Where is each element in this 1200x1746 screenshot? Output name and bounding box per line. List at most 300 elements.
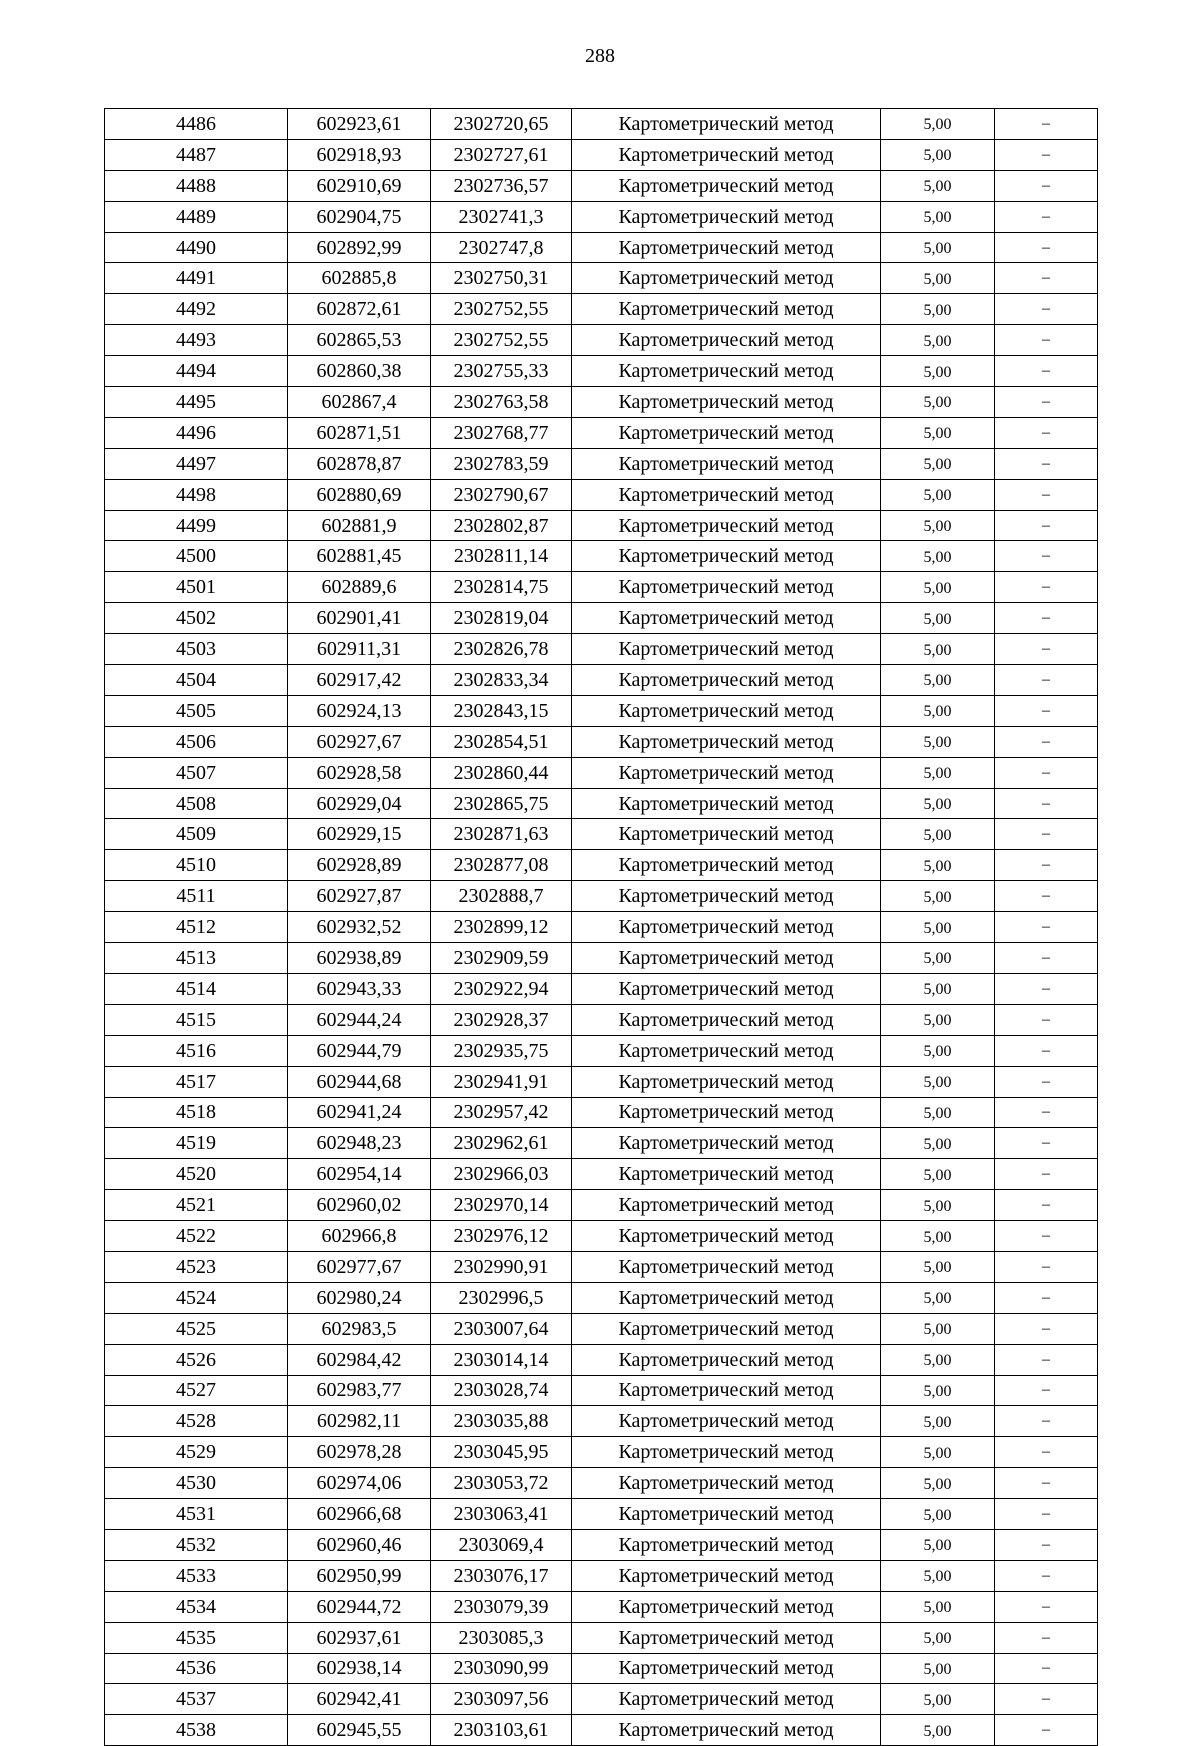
description-cell: – — [995, 912, 1098, 943]
description-cell: – — [995, 1375, 1098, 1406]
table-row — [105, 1437, 1098, 1468]
point-number-cell: 4529 — [105, 1437, 288, 1468]
point-number-cell: 4521 — [105, 1190, 288, 1221]
description-cell: – — [995, 1591, 1098, 1622]
method-cell: Картометрический метод — [572, 1406, 881, 1437]
description-cell: – — [995, 1344, 1098, 1375]
table-row — [105, 448, 1098, 479]
y-coordinate-cell: 2302826,78 — [431, 634, 572, 665]
description-cell: – — [995, 1529, 1098, 1560]
method-cell: Картометрический метод — [572, 139, 881, 170]
table-row — [105, 603, 1098, 634]
x-coordinate-cell: 602974,06 — [288, 1468, 431, 1499]
x-coordinate-cell: 602871,51 — [288, 417, 431, 448]
table-row — [105, 572, 1098, 603]
point-number-cell: 4515 — [105, 1004, 288, 1035]
accuracy-cell: 5,00 — [881, 1715, 995, 1746]
method-cell: Картометрический метод — [572, 665, 881, 696]
method-cell: Картометрический метод — [572, 1622, 881, 1653]
point-number-cell: 4505 — [105, 695, 288, 726]
method-cell: Картометрический метод — [572, 232, 881, 263]
table-row — [105, 1499, 1098, 1530]
x-coordinate-cell: 602944,79 — [288, 1035, 431, 1066]
accuracy-cell: 5,00 — [881, 1221, 995, 1252]
x-coordinate-cell: 602881,45 — [288, 541, 431, 572]
accuracy-cell: 5,00 — [881, 572, 995, 603]
method-cell: Картометрический метод — [572, 819, 881, 850]
y-coordinate-cell: 2302871,63 — [431, 819, 572, 850]
x-coordinate-cell: 602982,11 — [288, 1406, 431, 1437]
x-coordinate-cell: 602960,02 — [288, 1190, 431, 1221]
method-cell: Картометрический метод — [572, 201, 881, 232]
method-cell: Картометрический метод — [572, 1591, 881, 1622]
y-coordinate-cell: 2303069,4 — [431, 1529, 572, 1560]
accuracy-cell: 5,00 — [881, 1282, 995, 1313]
point-number-cell: 4518 — [105, 1097, 288, 1128]
table-row — [105, 1344, 1098, 1375]
table-row — [105, 1004, 1098, 1035]
accuracy-cell: 5,00 — [881, 387, 995, 418]
table-row — [105, 263, 1098, 294]
table-row — [105, 1097, 1098, 1128]
accuracy-cell: 5,00 — [881, 1468, 995, 1499]
x-coordinate-cell: 602938,14 — [288, 1653, 431, 1684]
description-cell: – — [995, 1437, 1098, 1468]
page-number: 288 — [585, 45, 615, 67]
x-coordinate-cell: 602927,67 — [288, 726, 431, 757]
point-number-cell: 4498 — [105, 479, 288, 510]
x-coordinate-cell: 602889,6 — [288, 572, 431, 603]
x-coordinate-cell: 602881,9 — [288, 510, 431, 541]
y-coordinate-cell: 2302877,08 — [431, 850, 572, 881]
description-cell: – — [995, 1128, 1098, 1159]
table-row — [105, 881, 1098, 912]
table-row — [105, 1560, 1098, 1591]
x-coordinate-cell: 602980,24 — [288, 1282, 431, 1313]
y-coordinate-cell: 2302741,3 — [431, 201, 572, 232]
x-coordinate-cell: 602945,55 — [288, 1715, 431, 1746]
y-coordinate-cell: 2302957,42 — [431, 1097, 572, 1128]
x-coordinate-cell: 602901,41 — [288, 603, 431, 634]
table-row — [105, 1251, 1098, 1282]
method-cell: Картометрический метод — [572, 1468, 881, 1499]
y-coordinate-cell: 2302720,65 — [431, 109, 572, 140]
accuracy-cell: 5,00 — [881, 1499, 995, 1530]
accuracy-cell: 5,00 — [881, 170, 995, 201]
point-number-cell: 4500 — [105, 541, 288, 572]
table-row — [105, 139, 1098, 170]
table-row — [105, 943, 1098, 974]
y-coordinate-cell: 2302747,8 — [431, 232, 572, 263]
method-cell: Картометрический метод — [572, 1159, 881, 1190]
table-row — [105, 695, 1098, 726]
description-cell: – — [995, 139, 1098, 170]
accuracy-cell: 5,00 — [881, 1560, 995, 1591]
point-number-cell: 4512 — [105, 912, 288, 943]
y-coordinate-cell: 2302909,59 — [431, 943, 572, 974]
y-coordinate-cell: 2302996,5 — [431, 1282, 572, 1313]
point-number-cell: 4486 — [105, 109, 288, 140]
method-cell: Картометрический метод — [572, 1684, 881, 1715]
x-coordinate-cell: 602928,89 — [288, 850, 431, 881]
accuracy-cell: 5,00 — [881, 1591, 995, 1622]
y-coordinate-cell: 2302783,59 — [431, 448, 572, 479]
y-coordinate-cell: 2302865,75 — [431, 788, 572, 819]
table-row — [105, 788, 1098, 819]
point-number-cell: 4537 — [105, 1684, 288, 1715]
method-cell: Картометрический метод — [572, 634, 881, 665]
method-cell: Картометрический метод — [572, 1499, 881, 1530]
accuracy-cell: 5,00 — [881, 943, 995, 974]
accuracy-cell: 5,00 — [881, 603, 995, 634]
point-number-cell: 4508 — [105, 788, 288, 819]
x-coordinate-cell: 602938,89 — [288, 943, 431, 974]
method-cell: Картометрический метод — [572, 1004, 881, 1035]
y-coordinate-cell: 2302752,55 — [431, 294, 572, 325]
point-number-cell: 4510 — [105, 850, 288, 881]
x-coordinate-cell: 602927,87 — [288, 881, 431, 912]
table-row — [105, 912, 1098, 943]
description-cell: – — [995, 757, 1098, 788]
y-coordinate-cell: 2303035,88 — [431, 1406, 572, 1437]
method-cell: Картометрический метод — [572, 325, 881, 356]
table-row — [105, 1066, 1098, 1097]
description-cell: – — [995, 1190, 1098, 1221]
y-coordinate-cell: 2303014,14 — [431, 1344, 572, 1375]
accuracy-cell: 5,00 — [881, 1035, 995, 1066]
y-coordinate-cell: 2302843,15 — [431, 695, 572, 726]
accuracy-cell: 5,00 — [881, 1375, 995, 1406]
description-cell: – — [995, 1282, 1098, 1313]
table-row — [105, 726, 1098, 757]
accuracy-cell: 5,00 — [881, 1190, 995, 1221]
method-cell: Картометрический метод — [572, 1313, 881, 1344]
x-coordinate-cell: 602948,23 — [288, 1128, 431, 1159]
x-coordinate-cell: 602860,38 — [288, 356, 431, 387]
method-cell: Картометрический метод — [572, 109, 881, 140]
accuracy-cell: 5,00 — [881, 850, 995, 881]
description-cell: – — [995, 973, 1098, 1004]
y-coordinate-cell: 2302752,55 — [431, 325, 572, 356]
coordinates-table — [104, 108, 1098, 1746]
description-cell: – — [995, 510, 1098, 541]
description-cell: – — [995, 572, 1098, 603]
accuracy-cell: 5,00 — [881, 479, 995, 510]
y-coordinate-cell: 2303028,74 — [431, 1375, 572, 1406]
method-cell: Картометрический метод — [572, 1190, 881, 1221]
method-cell: Картометрический метод — [572, 726, 881, 757]
point-number-cell: 4509 — [105, 819, 288, 850]
accuracy-cell: 5,00 — [881, 912, 995, 943]
y-coordinate-cell: 2302854,51 — [431, 726, 572, 757]
accuracy-cell: 5,00 — [881, 1529, 995, 1560]
description-cell: – — [995, 109, 1098, 140]
point-number-cell: 4499 — [105, 510, 288, 541]
point-number-cell: 4525 — [105, 1313, 288, 1344]
description-cell: – — [995, 1560, 1098, 1591]
method-cell: Картометрический метод — [572, 1560, 881, 1591]
x-coordinate-cell: 602880,69 — [288, 479, 431, 510]
description-cell: – — [995, 881, 1098, 912]
y-coordinate-cell: 2302763,58 — [431, 387, 572, 418]
x-coordinate-cell: 602892,99 — [288, 232, 431, 263]
x-coordinate-cell: 602878,87 — [288, 448, 431, 479]
description-cell: – — [995, 541, 1098, 572]
point-number-cell: 4530 — [105, 1468, 288, 1499]
description-cell: – — [995, 1251, 1098, 1282]
method-cell: Картометрический метод — [572, 850, 881, 881]
y-coordinate-cell: 2302888,7 — [431, 881, 572, 912]
y-coordinate-cell: 2302860,44 — [431, 757, 572, 788]
table-row — [105, 541, 1098, 572]
description-cell: – — [995, 788, 1098, 819]
table-row — [105, 634, 1098, 665]
table-row — [105, 973, 1098, 1004]
description-cell: – — [995, 1684, 1098, 1715]
accuracy-cell: 5,00 — [881, 1437, 995, 1468]
method-cell: Картометрический метод — [572, 1251, 881, 1282]
table-row — [105, 1128, 1098, 1159]
accuracy-cell: 5,00 — [881, 541, 995, 572]
table-row — [105, 1529, 1098, 1560]
description-cell: – — [995, 448, 1098, 479]
y-coordinate-cell: 2302768,77 — [431, 417, 572, 448]
table-row — [105, 325, 1098, 356]
accuracy-cell: 5,00 — [881, 881, 995, 912]
point-number-cell: 4497 — [105, 448, 288, 479]
method-cell: Картометрический метод — [572, 356, 881, 387]
y-coordinate-cell: 2302755,33 — [431, 356, 572, 387]
y-coordinate-cell: 2302928,37 — [431, 1004, 572, 1035]
y-coordinate-cell: 2302976,12 — [431, 1221, 572, 1252]
description-cell: – — [995, 1159, 1098, 1190]
x-coordinate-cell: 602984,42 — [288, 1344, 431, 1375]
accuracy-cell: 5,00 — [881, 1684, 995, 1715]
accuracy-cell: 5,00 — [881, 819, 995, 850]
accuracy-cell: 5,00 — [881, 448, 995, 479]
point-number-cell: 4495 — [105, 387, 288, 418]
y-coordinate-cell: 2302941,91 — [431, 1066, 572, 1097]
table-row — [105, 356, 1098, 387]
method-cell: Картометрический метод — [572, 294, 881, 325]
y-coordinate-cell: 2303103,61 — [431, 1715, 572, 1746]
point-number-cell: 4491 — [105, 263, 288, 294]
y-coordinate-cell: 2302802,87 — [431, 510, 572, 541]
point-number-cell: 4535 — [105, 1622, 288, 1653]
accuracy-cell: 5,00 — [881, 294, 995, 325]
method-cell: Картометрический метод — [572, 973, 881, 1004]
method-cell: Картометрический метод — [572, 1282, 881, 1313]
point-number-cell: 4527 — [105, 1375, 288, 1406]
table-row — [105, 1035, 1098, 1066]
description-cell: – — [995, 1004, 1098, 1035]
method-cell: Картометрический метод — [572, 479, 881, 510]
description-cell: – — [995, 1035, 1098, 1066]
method-cell: Картометрический метод — [572, 943, 881, 974]
point-number-cell: 4504 — [105, 665, 288, 696]
y-coordinate-cell: 2302750,31 — [431, 263, 572, 294]
x-coordinate-cell: 602983,5 — [288, 1313, 431, 1344]
y-coordinate-cell: 2302811,14 — [431, 541, 572, 572]
description-cell: – — [995, 634, 1098, 665]
description-cell: – — [995, 1622, 1098, 1653]
method-cell: Картометрический метод — [572, 170, 881, 201]
x-coordinate-cell: 602942,41 — [288, 1684, 431, 1715]
x-coordinate-cell: 602966,8 — [288, 1221, 431, 1252]
description-cell: – — [995, 294, 1098, 325]
accuracy-cell: 5,00 — [881, 634, 995, 665]
accuracy-cell: 5,00 — [881, 356, 995, 387]
table-row — [105, 1375, 1098, 1406]
x-coordinate-cell: 602941,24 — [288, 1097, 431, 1128]
method-cell: Картометрический метод — [572, 1529, 881, 1560]
table-row — [105, 1653, 1098, 1684]
description-cell: – — [995, 603, 1098, 634]
x-coordinate-cell: 602932,52 — [288, 912, 431, 943]
accuracy-cell: 5,00 — [881, 757, 995, 788]
coordinates-table-body — [105, 109, 1098, 1746]
table-row — [105, 479, 1098, 510]
x-coordinate-cell: 602924,13 — [288, 695, 431, 726]
description-cell: – — [995, 201, 1098, 232]
point-number-cell: 4536 — [105, 1653, 288, 1684]
table-row — [105, 510, 1098, 541]
y-coordinate-cell: 2302819,04 — [431, 603, 572, 634]
accuracy-cell: 5,00 — [881, 139, 995, 170]
accuracy-cell: 5,00 — [881, 1097, 995, 1128]
accuracy-cell: 5,00 — [881, 1622, 995, 1653]
x-coordinate-cell: 602944,68 — [288, 1066, 431, 1097]
description-cell: – — [995, 1406, 1098, 1437]
point-number-cell: 4506 — [105, 726, 288, 757]
accuracy-cell: 5,00 — [881, 665, 995, 696]
x-coordinate-cell: 602944,72 — [288, 1591, 431, 1622]
description-cell: – — [995, 850, 1098, 881]
description-cell: – — [995, 1097, 1098, 1128]
description-cell: – — [995, 417, 1098, 448]
description-cell: – — [995, 819, 1098, 850]
table-row — [105, 294, 1098, 325]
point-number-cell: 4520 — [105, 1159, 288, 1190]
x-coordinate-cell: 602904,75 — [288, 201, 431, 232]
y-coordinate-cell: 2302966,03 — [431, 1159, 572, 1190]
x-coordinate-cell: 602917,42 — [288, 665, 431, 696]
accuracy-cell: 5,00 — [881, 510, 995, 541]
method-cell: Картометрический метод — [572, 1715, 881, 1746]
x-coordinate-cell: 602867,4 — [288, 387, 431, 418]
point-number-cell: 4524 — [105, 1282, 288, 1313]
x-coordinate-cell: 602960,46 — [288, 1529, 431, 1560]
point-number-cell: 4490 — [105, 232, 288, 263]
point-number-cell: 4514 — [105, 973, 288, 1004]
method-cell: Картометрический метод — [572, 510, 881, 541]
description-cell: – — [995, 1066, 1098, 1097]
description-cell: – — [995, 1313, 1098, 1344]
method-cell: Картометрический метод — [572, 448, 881, 479]
point-number-cell: 4489 — [105, 201, 288, 232]
x-coordinate-cell: 602950,99 — [288, 1560, 431, 1591]
table-row — [105, 201, 1098, 232]
description-cell: – — [995, 1715, 1098, 1746]
point-number-cell: 4534 — [105, 1591, 288, 1622]
y-coordinate-cell: 2303090,99 — [431, 1653, 572, 1684]
point-number-cell: 4496 — [105, 417, 288, 448]
y-coordinate-cell: 2302990,91 — [431, 1251, 572, 1282]
table-row — [105, 109, 1098, 140]
point-number-cell: 4503 — [105, 634, 288, 665]
x-coordinate-cell: 602923,61 — [288, 109, 431, 140]
y-coordinate-cell: 2303076,17 — [431, 1560, 572, 1591]
point-number-cell: 4517 — [105, 1066, 288, 1097]
description-cell: – — [995, 1653, 1098, 1684]
table-row — [105, 170, 1098, 201]
point-number-cell: 4488 — [105, 170, 288, 201]
point-number-cell: 4507 — [105, 757, 288, 788]
accuracy-cell: 5,00 — [881, 263, 995, 294]
accuracy-cell: 5,00 — [881, 1004, 995, 1035]
accuracy-cell: 5,00 — [881, 1159, 995, 1190]
table-row — [105, 1622, 1098, 1653]
y-coordinate-cell: 2302790,67 — [431, 479, 572, 510]
point-number-cell: 4502 — [105, 603, 288, 634]
method-cell: Картометрический метод — [572, 695, 881, 726]
description-cell: – — [995, 479, 1098, 510]
point-number-cell: 4513 — [105, 943, 288, 974]
method-cell: Картометрический метод — [572, 1066, 881, 1097]
x-coordinate-cell: 602954,14 — [288, 1159, 431, 1190]
description-cell: – — [995, 263, 1098, 294]
accuracy-cell: 5,00 — [881, 1066, 995, 1097]
x-coordinate-cell: 602910,69 — [288, 170, 431, 201]
table-row — [105, 1221, 1098, 1252]
point-number-cell: 4492 — [105, 294, 288, 325]
x-coordinate-cell: 602918,93 — [288, 139, 431, 170]
y-coordinate-cell: 2303007,64 — [431, 1313, 572, 1344]
y-coordinate-cell: 2303053,72 — [431, 1468, 572, 1499]
description-cell: – — [995, 1468, 1098, 1499]
method-cell: Картометрический метод — [572, 1128, 881, 1159]
method-cell: Картометрический метод — [572, 572, 881, 603]
x-coordinate-cell: 602929,04 — [288, 788, 431, 819]
method-cell: Картометрический метод — [572, 1653, 881, 1684]
method-cell: Картометрический метод — [572, 788, 881, 819]
table-row — [105, 1684, 1098, 1715]
description-cell: – — [995, 232, 1098, 263]
y-coordinate-cell: 2302922,94 — [431, 973, 572, 1004]
accuracy-cell: 5,00 — [881, 109, 995, 140]
x-coordinate-cell: 602937,61 — [288, 1622, 431, 1653]
accuracy-cell: 5,00 — [881, 417, 995, 448]
point-number-cell: 4487 — [105, 139, 288, 170]
y-coordinate-cell: 2302935,75 — [431, 1035, 572, 1066]
method-cell: Картометрический метод — [572, 1221, 881, 1252]
point-number-cell: 4523 — [105, 1251, 288, 1282]
description-cell: – — [995, 170, 1098, 201]
accuracy-cell: 5,00 — [881, 695, 995, 726]
accuracy-cell: 5,00 — [881, 1344, 995, 1375]
y-coordinate-cell: 2302899,12 — [431, 912, 572, 943]
y-coordinate-cell: 2303045,95 — [431, 1437, 572, 1468]
method-cell: Картометрический метод — [572, 387, 881, 418]
table-row — [105, 1190, 1098, 1221]
description-cell: – — [995, 1499, 1098, 1530]
y-coordinate-cell: 2302736,57 — [431, 170, 572, 201]
method-cell: Картометрический метод — [572, 757, 881, 788]
point-number-cell: 4494 — [105, 356, 288, 387]
y-coordinate-cell: 2303063,41 — [431, 1499, 572, 1530]
description-cell: – — [995, 325, 1098, 356]
description-cell: – — [995, 943, 1098, 974]
